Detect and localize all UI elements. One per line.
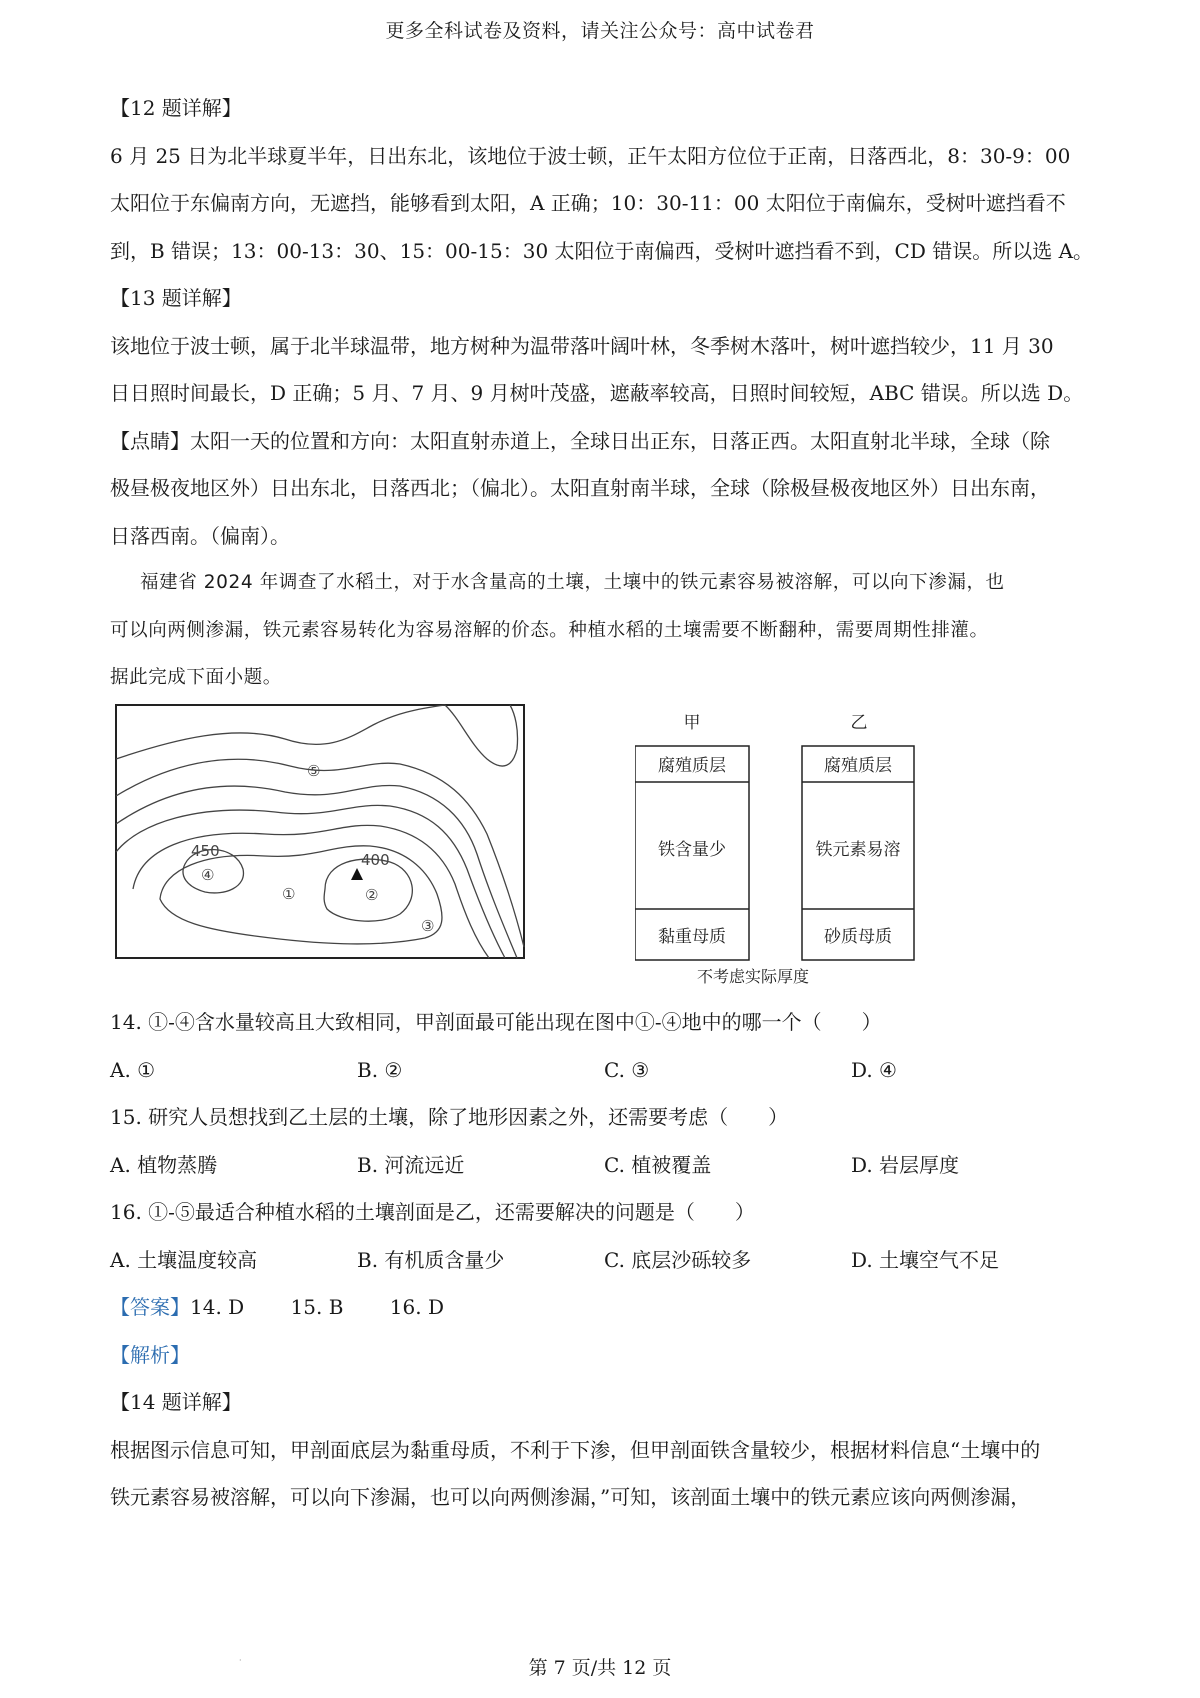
jia-bottom-layer: 黏重母质 — [658, 927, 726, 947]
q13-line-1: 该地位于波士顿，属于北半球温带，地方树种为温带落叶阔叶林，冬季树木落叶，树叶遮挡较少，11 月 30 — [110, 333, 1054, 358]
q14-option-d: D. ④ — [851, 1057, 897, 1082]
analysis-label: 【解析】 — [110, 1342, 190, 1367]
yi-top-layer: 腐殖质层 — [824, 756, 892, 776]
answer-values: 14. D 15. B 16. D — [190, 1295, 444, 1319]
q15-options — [110, 1153, 1100, 1177]
q16-option-b: B. 有机质含量少 — [357, 1247, 505, 1272]
q16-stem: 16. ①-⑤最适合种植水稻的土壤剖面是乙，还需要解决的问题是（ ） — [110, 1200, 755, 1224]
q15-stem: 15. 研究人员想找到乙土层的土壤，除了地形因素之外，还需要考虑（ ） — [110, 1105, 789, 1129]
profile-jia — [635, 746, 749, 960]
q15-option-c: C. 植被覆盖 — [604, 1152, 712, 1177]
note-line-3: 日落西南。（偏南）。 — [110, 523, 290, 548]
q14-stem: 14. ①-④含水量较高且大致相同，甲剖面最可能出现在图中①-④地中的哪一个（ ） — [110, 1010, 882, 1034]
q14-option-c: C. ③ — [604, 1057, 650, 1082]
yi-middle-layer: 铁元素易溶 — [815, 840, 901, 860]
profile-jia-title: 甲 — [683, 713, 701, 733]
q14-detail-line-1: 根据图示信息可知，甲剖面底层为黏重母质，不利于下渗，但甲剖面铁含量较少，根据材料信息“土壤中的 — [110, 1437, 1041, 1462]
material-line-2: 可以向两侧渗漏，铁元素容易转化为容易溶解的价态。种植水稻的土壤需要不断翻种，需要周期性排灌。 — [110, 619, 989, 641]
site-1-label: ① — [282, 885, 296, 903]
yi-bottom-layer: 砂质母质 — [824, 927, 892, 947]
q12-line-3: 到，B 错误；13：00-13：30、15：00-15：30 太阳位于南偏西，受树叶遮挡看不到，CD 错误。所以选 A。 — [110, 238, 1094, 263]
contour-map — [115, 704, 527, 962]
note-line-2: 极昼极夜地区外）日出东北，日落西北；（偏北）。太阳直射南半球，全球（除极昼极夜地区外）日出东南， — [110, 476, 1050, 500]
site-3-label: ③ — [421, 917, 435, 935]
figure-area — [110, 704, 1100, 996]
site-4-label: ④ — [201, 866, 215, 884]
q16-option-d: D. 土壤空气不足 — [851, 1247, 1000, 1272]
material-line-3: 据此完成下面小题。 — [110, 667, 282, 688]
jia-top-layer: 腐殖质层 — [658, 756, 726, 776]
top-banner: 更多全科试卷及资料，请关注公众号：高中试卷君 — [385, 20, 815, 42]
q15-option-a: A. 植物蒸腾 — [110, 1152, 218, 1177]
q12-line-1: 6 月 25 日为北半球夏半年，日出东北，该地位于波士顿，正午太阳方位位于正南，日落西北，8：30-9：00 — [110, 143, 1071, 168]
soil-profiles — [635, 706, 955, 996]
document-body — [110, 96, 1100, 1533]
q16-option-c: C. 底层沙砾较多 — [604, 1247, 752, 1272]
site-5-label: ⑤ — [307, 762, 321, 780]
q15-option-d: D. 岩层厚度 — [851, 1152, 960, 1177]
q15-option-b: B. 河流远近 — [357, 1152, 465, 1177]
material-line-1: 福建省 2024 年调查了水稻土，对于水含量高的土壤，土壤中的铁元素容易被溶解，可以向下渗漏，也 — [140, 572, 1005, 593]
page-dot: · — [239, 1656, 242, 1665]
contour-label-450: 450 — [191, 842, 220, 860]
note-line-1: 【点睛】太阳一天的位置和方向：太阳直射赤道上，全球日出正东，日落正西。太阳直射北半球，全球（除 — [110, 428, 1050, 453]
profile-yi-title: 乙 — [850, 713, 868, 733]
page-number: 第 7 页/共 12 页 — [528, 1657, 672, 1679]
jia-middle-layer: 铁含量少 — [658, 840, 726, 860]
profile-yi — [802, 746, 914, 960]
q16-option-a: A. 土壤温度较高 — [110, 1247, 258, 1272]
contour-label-400: 400 — [361, 851, 390, 869]
answer-line — [110, 1295, 1100, 1319]
q12-line-2: 太阳位于东偏南方向，无遮挡，能够看到太阳，A 正确；10：30-11：00 太阳位于南偏东，受树叶遮挡看不 — [110, 191, 1066, 215]
profile-note: 不考虑实际厚度 — [696, 967, 810, 986]
note-label: 【点睛】 — [110, 428, 190, 453]
q13-line-2: 日日照时间最长，D 正确；5 月、7 月、9 月树叶茂盛，遮蔽率较高，日照时间较短，ABC 错误。所以选 D。 — [110, 381, 1084, 405]
answer-label: 【答案】 — [110, 1295, 190, 1319]
q14-detail-heading: 【14 题详解】 — [110, 1390, 242, 1414]
q14-options — [110, 1058, 1100, 1082]
site-2-label: ② — [365, 886, 379, 904]
q12-heading: 【12 题详解】 — [110, 96, 242, 120]
q16-options — [110, 1248, 1100, 1272]
q13-heading: 【13 题详解】 — [110, 286, 242, 310]
q14-detail-line-2: 铁元素容易被溶解，可以向下渗漏，也可以向两侧渗漏，”可知，该剖面土壤中的铁元素应该向两侧渗漏， — [110, 1485, 1031, 1509]
q14-option-a: A. ① — [110, 1057, 156, 1082]
q14-option-b: B. ② — [357, 1057, 403, 1082]
